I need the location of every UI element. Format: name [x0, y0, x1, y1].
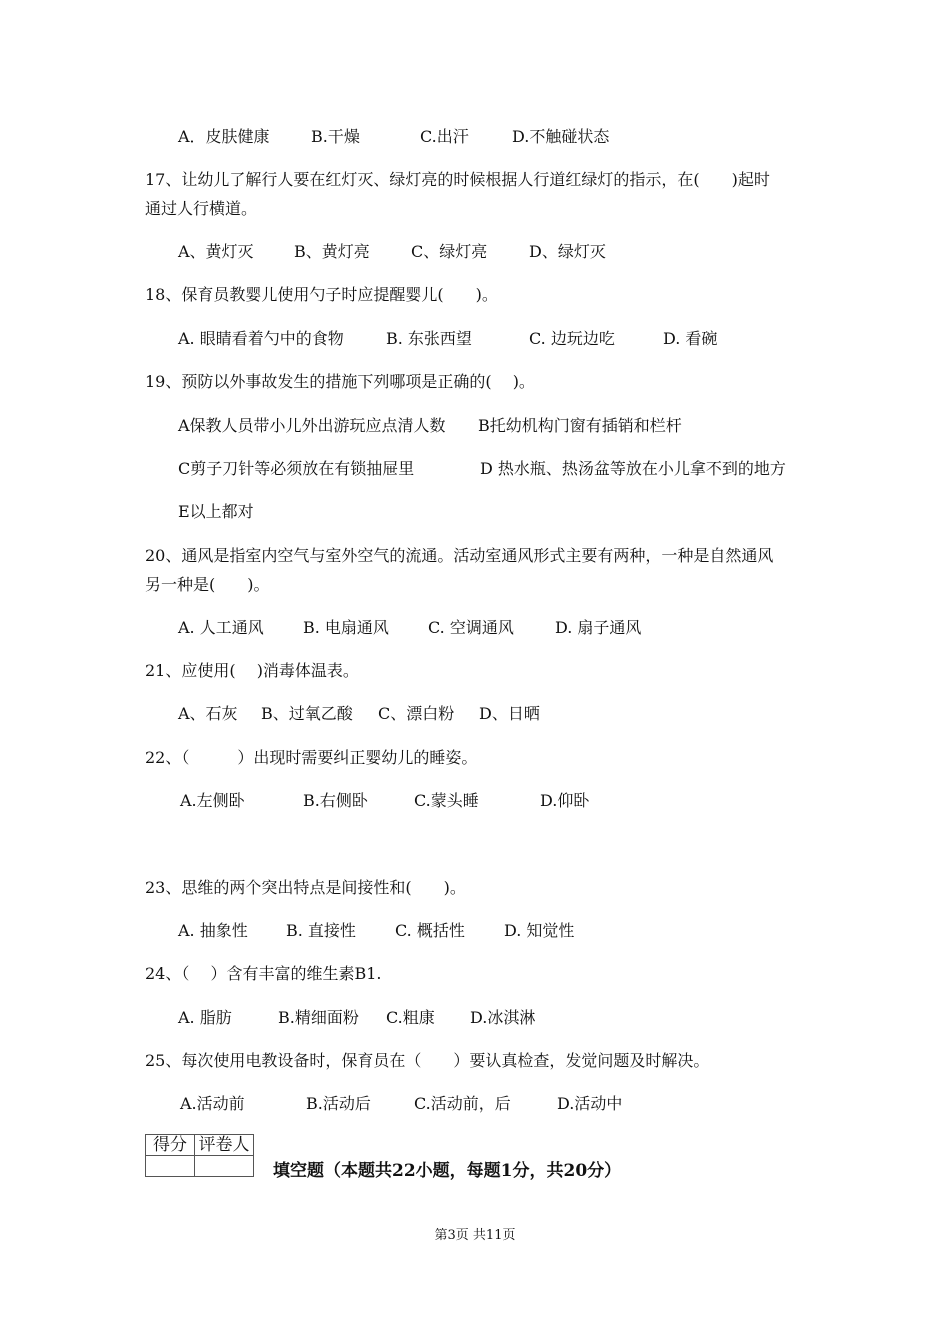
q19-option-b: B托幼机构门窗有插销和栏杆	[478, 416, 682, 435]
q24-option-b: B.精细面粉	[278, 1008, 359, 1027]
q16-option-d: D.不触碰状态	[512, 127, 610, 146]
grader-header: 评卷人	[195, 1135, 254, 1156]
q17-stem-line1: 17、让幼儿了解行人要在红灯灭、绿灯亮的时候根据人行道红绿灯的指示，在( )起时	[145, 170, 770, 189]
q19-option-d: D 热水瓶、热汤盆等放在小儿拿不到的地方	[480, 459, 786, 478]
q17-option-a: A、黄灯灭	[178, 242, 254, 261]
q22-option-c: C.蒙头睡	[414, 791, 479, 810]
section-title: 填空题（本题共22小题，每题1分，共20分）	[273, 1161, 622, 1181]
q18-option-a: A. 眼睛看着勺中的食物	[178, 329, 344, 348]
q21-option-b: B、过氧乙酸	[261, 704, 353, 723]
q21-option-a: A、石灰	[178, 704, 238, 723]
q19-stem: 19、预防以外事故发生的措施下列哪项是正确的( )。	[145, 372, 535, 391]
q22-stem: 22、（ ）出现时需要纠正婴幼儿的睡姿。	[145, 748, 478, 767]
q20-stem-line2: 另一种是( )。	[145, 575, 270, 594]
q25-option-d: D.活动中	[557, 1094, 623, 1113]
q17-option-d: D、绿灯灭	[529, 242, 606, 261]
q23-option-c: C. 概括性	[395, 921, 465, 940]
q17-stem-line2: 通过人行横道。	[145, 199, 258, 218]
score-header: 得分	[146, 1135, 195, 1156]
q18-option-b: B. 东张西望	[386, 329, 472, 348]
q16-option-c: C.出汗	[420, 127, 469, 146]
q20-option-c: C. 空调通风	[428, 618, 514, 637]
q17-option-c: C、绿灯亮	[411, 242, 488, 261]
q23-option-b: B. 直接性	[286, 921, 356, 940]
q20-option-d: D. 扇子通风	[555, 618, 642, 637]
q23-option-d: D. 知觉性	[504, 921, 575, 940]
q19-option-c: C剪子刀针等必须放在有锁抽屉里	[178, 459, 415, 478]
q18-option-c: C. 边玩边吃	[529, 329, 615, 348]
grader-cell	[195, 1156, 254, 1177]
q21-option-c: C、漂白粉	[378, 704, 455, 723]
q19-option-a: A保教人员带小儿外出游玩应点清人数	[178, 416, 446, 435]
q21-option-d: D、日晒	[479, 704, 540, 723]
q22-option-b: B.右侧卧	[303, 791, 368, 810]
q18-option-d: D. 看碗	[663, 329, 718, 348]
q22-option-d: D.仰卧	[540, 791, 590, 810]
q17-option-b: B、黄灯亮	[294, 242, 370, 261]
q24-option-c: C.粗康	[386, 1008, 435, 1027]
q22-option-a: A.左侧卧	[180, 791, 245, 810]
q20-option-a: A. 人工通风	[178, 618, 264, 637]
q19-option-e: E以上都对	[178, 502, 254, 521]
q25-option-a: A.活动前	[180, 1094, 245, 1113]
q25-stem: 25、每次使用电教设备时，保育员在（ ）要认真检查，发觉问题及时解决。	[145, 1051, 710, 1070]
q20-option-b: B. 电扇通风	[303, 618, 389, 637]
score-table	[145, 1134, 254, 1177]
q24-option-a: A. 脂肪	[178, 1008, 232, 1027]
q16-option-a: A．皮肤健康	[178, 127, 270, 146]
q21-stem: 21、应使用( )消毒体温表。	[145, 661, 359, 680]
page-footer: 第3页 共11页	[434, 1228, 516, 1243]
q24-option-d: D.冰淇淋	[470, 1008, 536, 1027]
q23-option-a: A. 抽象性	[178, 921, 248, 940]
q23-stem: 23、思维的两个突出特点是间接性和( )。	[145, 878, 466, 897]
q20-stem-line1: 20、通风是指室内空气与室外空气的流通。活动室通风形式主要有两种，一种是自然通风	[145, 546, 774, 565]
q24-stem: 24、（ ）含有丰富的维生素B1.	[145, 964, 382, 983]
q25-option-b: B.活动后	[306, 1094, 371, 1113]
q25-option-c: C.活动前，后	[414, 1094, 511, 1113]
q16-option-b: B.干燥	[311, 127, 360, 146]
score-cell	[146, 1156, 195, 1177]
q18-stem: 18、保育员教婴儿使用勺子时应提醒婴儿( )。	[145, 285, 498, 304]
